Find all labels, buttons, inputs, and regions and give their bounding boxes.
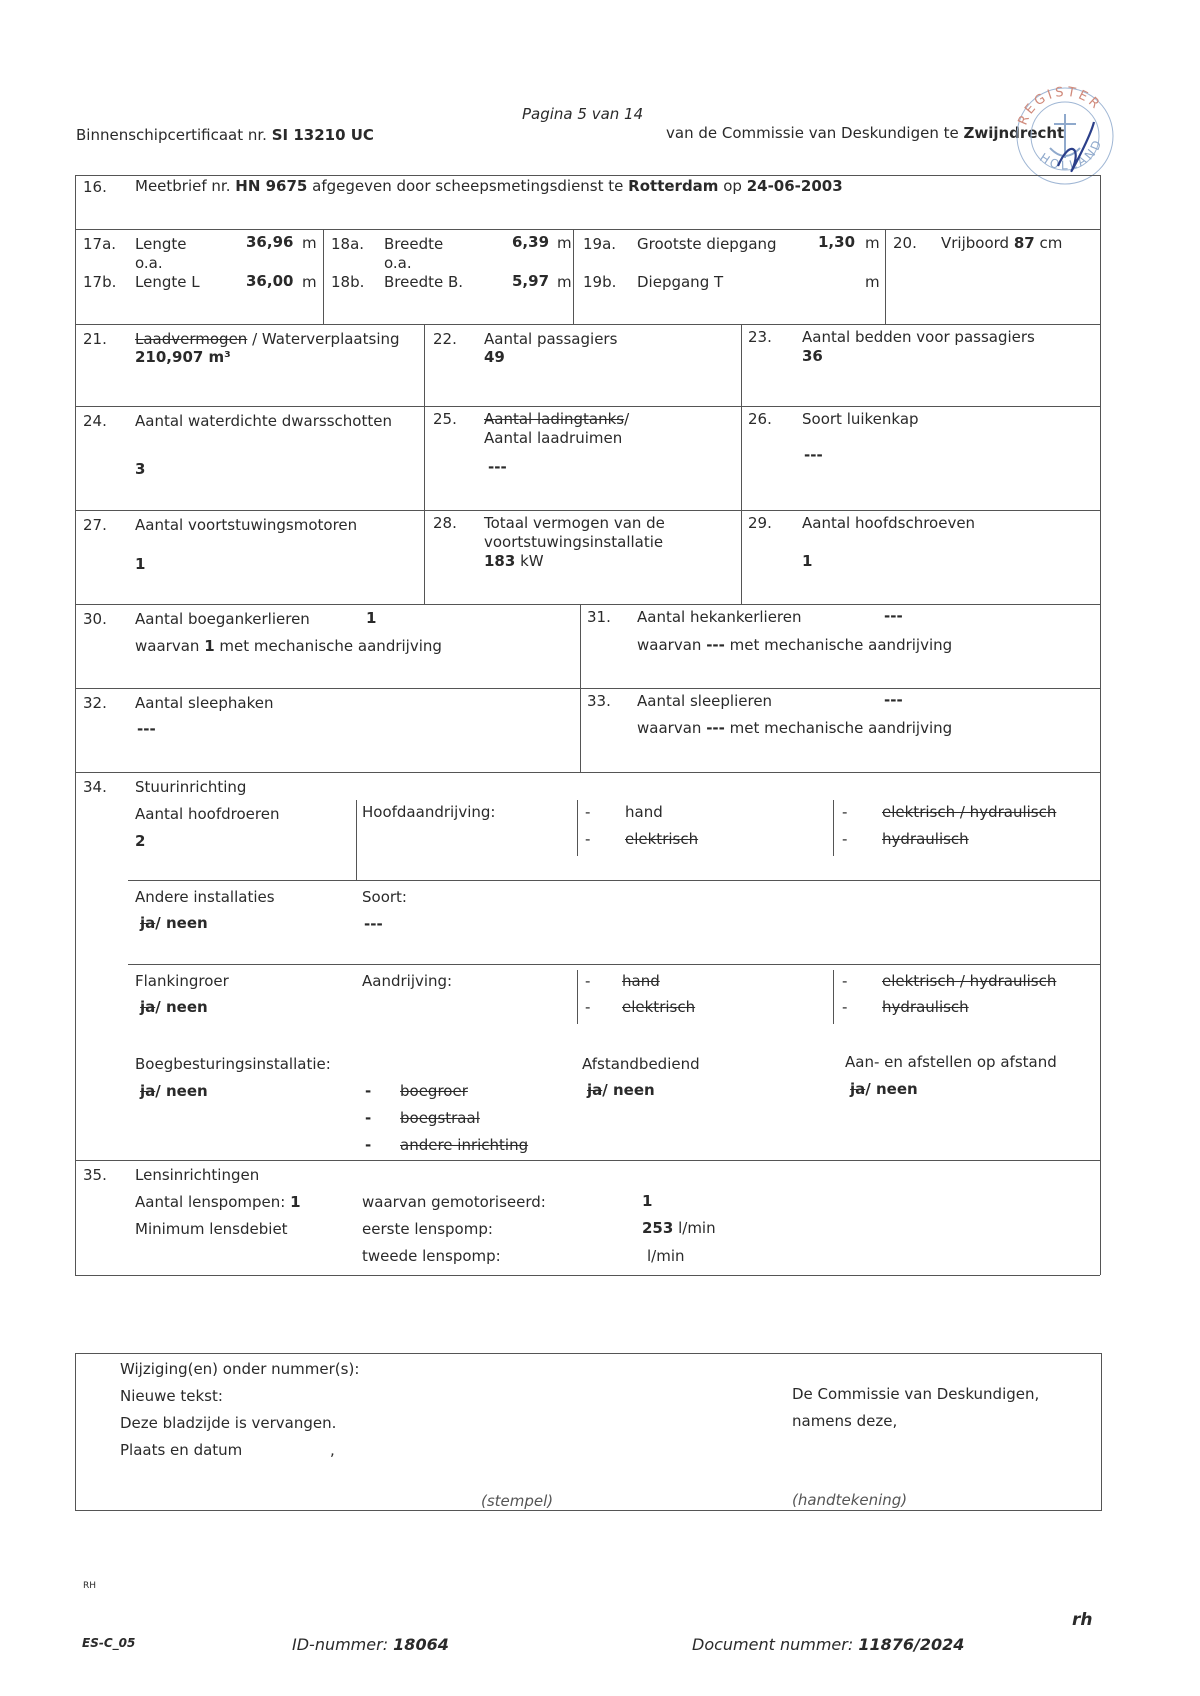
field-17a-number: 17a. (83, 235, 117, 253)
hekanker-value: --- (884, 607, 903, 625)
aanaf-ja-struck: ja (850, 1080, 866, 1098)
diepgang-t-label: Diepgang T (637, 273, 724, 291)
footer-code: ES-C_05 (82, 1636, 136, 1650)
field-28-number: 28. (433, 514, 457, 532)
luikenkap-label: Soort luikenkap (802, 410, 919, 428)
vrijboord-unit: cm (1039, 234, 1063, 252)
andere-ja-struck: ja (140, 914, 156, 932)
commission-line (666, 124, 1064, 142)
afstand-ja-struck: ja (587, 1081, 603, 1099)
register-holland-seal (1010, 78, 1120, 188)
footer-id (292, 1635, 449, 1654)
footer-doc-value: 11876/2024 (858, 1635, 965, 1654)
ladingtanks-slash: / (624, 410, 630, 428)
stuurinrichting-label: Stuurinrichting (135, 778, 247, 796)
field-19a-number: 19a. (583, 235, 617, 253)
sleephaken-value: --- (137, 720, 156, 738)
boeg-dash-1: - (365, 1082, 372, 1100)
hekanker-mech (637, 636, 952, 654)
diepgang-unit: m (865, 234, 880, 252)
seal-text-top: REGISTER (1015, 84, 1105, 128)
meetbrief-city: Rotterdam (628, 177, 719, 195)
hoofdroeren-value: 2 (135, 832, 146, 850)
schotten-value: 3 (135, 460, 146, 478)
tweede-lenspomp-label: tweede lenspomp: (362, 1247, 501, 1265)
eerste-lenspomp-unit: l/min (678, 1219, 716, 1237)
aan-afstellen-label: Aan- en afstellen op afstand (845, 1053, 1057, 1071)
lenspompen-value: 1 (290, 1193, 301, 1211)
field-26-number: 26. (748, 410, 772, 428)
field-18b-number: 18b. (331, 273, 365, 291)
gemotoriseerd-value: 1 (642, 1192, 653, 1210)
schroeven-value: 1 (802, 552, 813, 570)
field-29-number: 29. (748, 514, 772, 532)
sleephaken-label: Aantal sleephaken (135, 694, 274, 712)
bedden-value: 36 (802, 347, 823, 365)
lensinrichtingen-label: Lensinrichtingen (135, 1166, 260, 1184)
breedte-unit: m (557, 234, 572, 252)
field-23-number: 23. (748, 328, 772, 346)
footer-id-value: 18064 (393, 1635, 449, 1654)
boeg-dash-2: - (365, 1109, 372, 1127)
plaats-datum-label: Plaats en datum (120, 1441, 243, 1459)
flankingroer-value (140, 998, 208, 1016)
hoofd-hydraulisch: hydraulisch (882, 830, 969, 848)
meetbrief-label: Meetbrief nr. (135, 177, 231, 195)
field-34-number: 34. (83, 778, 107, 796)
schroeven-label: Aantal hoofdschroeven (802, 514, 976, 532)
hoofd-elektrisch: elektrisch (625, 830, 699, 848)
breedte-oa: o.a. (384, 254, 412, 272)
meetbrief-issued-by: afgegeven door scheepsmetingsdienst te (312, 177, 624, 195)
flankingroer-label: Flankingroer (135, 972, 229, 990)
motoren-value: 1 (135, 555, 146, 573)
hekanker-waarvan: waarvan (637, 636, 702, 654)
flank-hand: hand (622, 972, 660, 990)
meetbrief-op: op (723, 177, 742, 195)
eerste-lenspomp (642, 1219, 716, 1237)
vrijboord-label: Vrijboord (941, 234, 1010, 252)
commission-city: Zwijndrecht (963, 124, 1065, 142)
diepgang-label: Grootste diepgang (637, 235, 777, 253)
field-35-number: 35. (83, 1166, 107, 1184)
breedte-b-value: 5,97 (512, 272, 550, 290)
field-32-number: 32. (83, 694, 107, 712)
vervangen-label: Deze bladzijde is vervangen. (120, 1414, 337, 1432)
boeg-boegstraal: boegstraal (400, 1109, 480, 1127)
boeganker-mech-value: 1 (204, 637, 215, 655)
handtekening-label: (handtekening) (792, 1491, 908, 1509)
flank-dash-1: - (585, 972, 591, 990)
breedte-label: Breedte (384, 235, 444, 253)
luikenkap-value: --- (804, 446, 823, 464)
footer-id-label: ID-nummer: (292, 1635, 389, 1654)
waterverplaatsing-text: / Waterverplaatsing (252, 330, 400, 348)
flanking-ja-struck: ja (140, 998, 156, 1016)
andere-neen: / neen (155, 914, 208, 932)
commissie-label: De Commissie van Deskundigen, (792, 1385, 1040, 1403)
lenspompen (135, 1193, 301, 1211)
sleeplieren-mech-value: --- (706, 719, 725, 737)
aanaf-neen: / neen (865, 1080, 918, 1098)
eerste-lenspomp-label: eerste lenspomp: (362, 1220, 493, 1238)
waterverplaatsing-label (135, 330, 400, 348)
field-25-number: 25. (433, 410, 457, 428)
lengte-l-unit: m (302, 273, 317, 291)
vrijboord (941, 234, 1062, 252)
flank-hydraulisch: hydraulisch (882, 998, 969, 1016)
vermogen-number: 183 (484, 552, 516, 570)
stempel-label: (stempel) (481, 1492, 554, 1510)
hoofd-dash-4: - (842, 830, 848, 848)
gemotoriseerd-label: waarvan gemotoriseerd: (362, 1193, 546, 1211)
hoofdroeren-label: Aantal hoofdroeren (135, 805, 280, 823)
field-21-number: 21. (83, 330, 107, 348)
flanking-neen: / neen (155, 998, 208, 1016)
certificate-number: SI 13210 UC (271, 126, 374, 144)
flank-elek-hydr: elektrisch / hydraulisch (882, 972, 1057, 990)
aandrijving-label: Aandrijving: (362, 972, 453, 990)
field-16-meetbrief (135, 177, 843, 195)
breedte-b-unit: m (557, 273, 572, 291)
boeg-boegroer: boegroer (400, 1082, 468, 1100)
lengte-unit: m (302, 234, 317, 252)
field-16-number: 16. (83, 178, 107, 196)
lengte-l-label: Lengte L (135, 273, 200, 291)
vrijboord-value: 87 (1013, 234, 1035, 252)
footer-doc-label: Document nummer: (692, 1635, 854, 1654)
laadvermogen-struck: Laadvermogen (135, 330, 248, 348)
sleeplieren-label: Aantal sleeplieren (637, 692, 773, 710)
field-33-number: 33. (587, 692, 611, 710)
lengte-label: Lengte (135, 235, 187, 253)
meetbrief-number: HN 9675 (235, 177, 308, 195)
bedden-label: Aantal bedden voor passagiers (802, 328, 1035, 346)
andere-installaties-value (140, 914, 208, 932)
ladingtanks-label (484, 410, 629, 428)
afstand-neen: / neen (602, 1081, 655, 1099)
boegbesturing-label: Boegbesturingsinstallatie: (135, 1055, 331, 1073)
flank-elektrisch: elektrisch (622, 998, 696, 1016)
hoofd-dash-3: - (842, 803, 848, 821)
boeganker-waarvan: waarvan (135, 637, 200, 655)
breedte-b-label: Breedte B. (384, 273, 464, 291)
passagiers-label: Aantal passagiers (484, 330, 618, 348)
field-20-number: 20. (893, 234, 917, 252)
footer-document (692, 1635, 964, 1654)
hoofd-dash-1: - (585, 803, 591, 821)
boeg-andere-inrichting: andere inrichting (400, 1136, 529, 1154)
field-31-number: 31. (587, 608, 611, 626)
field-30-number: 30. (83, 610, 107, 628)
aan-afstellen-value (850, 1080, 918, 1098)
laadruimen-value: --- (488, 458, 507, 476)
certificate-line (76, 126, 374, 144)
sleeplieren-mech (637, 719, 952, 737)
diepgang-t-unit: m (865, 273, 880, 291)
laadruimen-label: Aantal laadruimen (484, 429, 623, 447)
breedte-value: 6,39 (512, 233, 550, 251)
hoofd-dash-2: - (585, 830, 591, 848)
lenspompen-label: Aantal lenspompen: (135, 1193, 286, 1211)
boeganker-mech-text: met mechanische aandrijving (219, 637, 442, 655)
page-indicator: Pagina 5 van 14 (522, 105, 644, 123)
flank-dash-3: - (842, 972, 848, 990)
hekanker-mech-value: --- (706, 636, 725, 654)
field-17b-number: 17b. (83, 273, 117, 291)
boegbesturing-value (140, 1082, 208, 1100)
lengte-oa: o.a. (135, 254, 163, 272)
field-18a-number: 18a. (331, 235, 365, 253)
hekanker-mech-text: met mechanische aandrijving (729, 636, 953, 654)
boeg-dash-3: - (365, 1136, 372, 1154)
footer-rh-signature: rh (1072, 1610, 1093, 1630)
field-27-number: 27. (83, 516, 107, 534)
waterverplaatsing-value: 210,907 m³ (135, 348, 231, 366)
namens-label: namens deze, (792, 1412, 898, 1430)
afstandbediend-value (587, 1081, 655, 1099)
seal-text-bottom: HOLLAND (1037, 135, 1106, 173)
motoren-label: Aantal voortstuwingsmotoren (135, 516, 358, 534)
soort-label: Soort: (362, 888, 407, 906)
sleeplieren-value: --- (884, 691, 903, 709)
vermogen-unit: kW (520, 552, 544, 570)
boeganker-mech (135, 637, 442, 655)
wijziging-label: Wijziging(en) onder nummer(s): (120, 1360, 360, 1378)
afstandbediend-label: Afstandbediend (582, 1055, 700, 1073)
certificate-label: Binnenschipcertificaat nr. (76, 126, 267, 144)
plaats-datum-comma: , (330, 1441, 335, 1459)
boeganker-label: Aantal boegankerlieren (135, 610, 310, 628)
vermogen-label-2: voortstuwingsinstallatie (484, 533, 664, 551)
vermogen-label-1: Totaal vermogen van de (484, 514, 665, 532)
hekanker-label: Aantal hekankerlieren (637, 608, 802, 626)
hoofd-elek-hydr: elektrisch / hydraulisch (882, 803, 1057, 821)
footer-rh-small: RH (83, 1581, 97, 1591)
sleeplieren-waarvan: waarvan (637, 719, 702, 737)
field-24-number: 24. (83, 412, 107, 430)
ladingtanks-struck: Aantal ladingtanks (484, 410, 625, 428)
meetbrief-date: 24-06-2003 (746, 177, 843, 195)
diepgang-value: 1,30 (818, 233, 856, 251)
flank-dash-4: - (842, 998, 848, 1016)
svg-text:REGISTER (1016, 85, 1104, 128)
flank-dash-2: - (585, 998, 591, 1016)
andere-installaties-label: Andere installaties (135, 888, 275, 906)
soort-value: --- (364, 915, 383, 933)
passagiers-value: 49 (484, 348, 505, 366)
hoofdaandrijving-label: Hoofdaandrijving: (362, 803, 496, 821)
nieuwe-tekst-label: Nieuwe tekst: (120, 1387, 223, 1405)
commission-prefix: van de Commissie van Deskundigen te (666, 124, 959, 142)
vermogen-value (484, 552, 544, 570)
field-19b-number: 19b. (583, 273, 617, 291)
boeg-neen: / neen (155, 1082, 208, 1100)
sleeplieren-mech-text: met mechanische aandrijving (729, 719, 953, 737)
lengte-l-value: 36,00 (246, 272, 294, 290)
boeganker-value: 1 (366, 609, 377, 627)
hoofd-hand: hand (625, 803, 663, 821)
boeg-ja-struck: ja (140, 1082, 156, 1100)
schotten-label: Aantal waterdichte dwarsschotten (135, 412, 392, 430)
eerste-lenspomp-value: 253 (642, 1219, 674, 1237)
field-22-number: 22. (433, 330, 457, 348)
lengte-value: 36,96 (246, 233, 294, 251)
lensdebiet-label: Minimum lensdebiet (135, 1220, 288, 1238)
tweede-lenspomp-unit: l/min (647, 1247, 685, 1265)
